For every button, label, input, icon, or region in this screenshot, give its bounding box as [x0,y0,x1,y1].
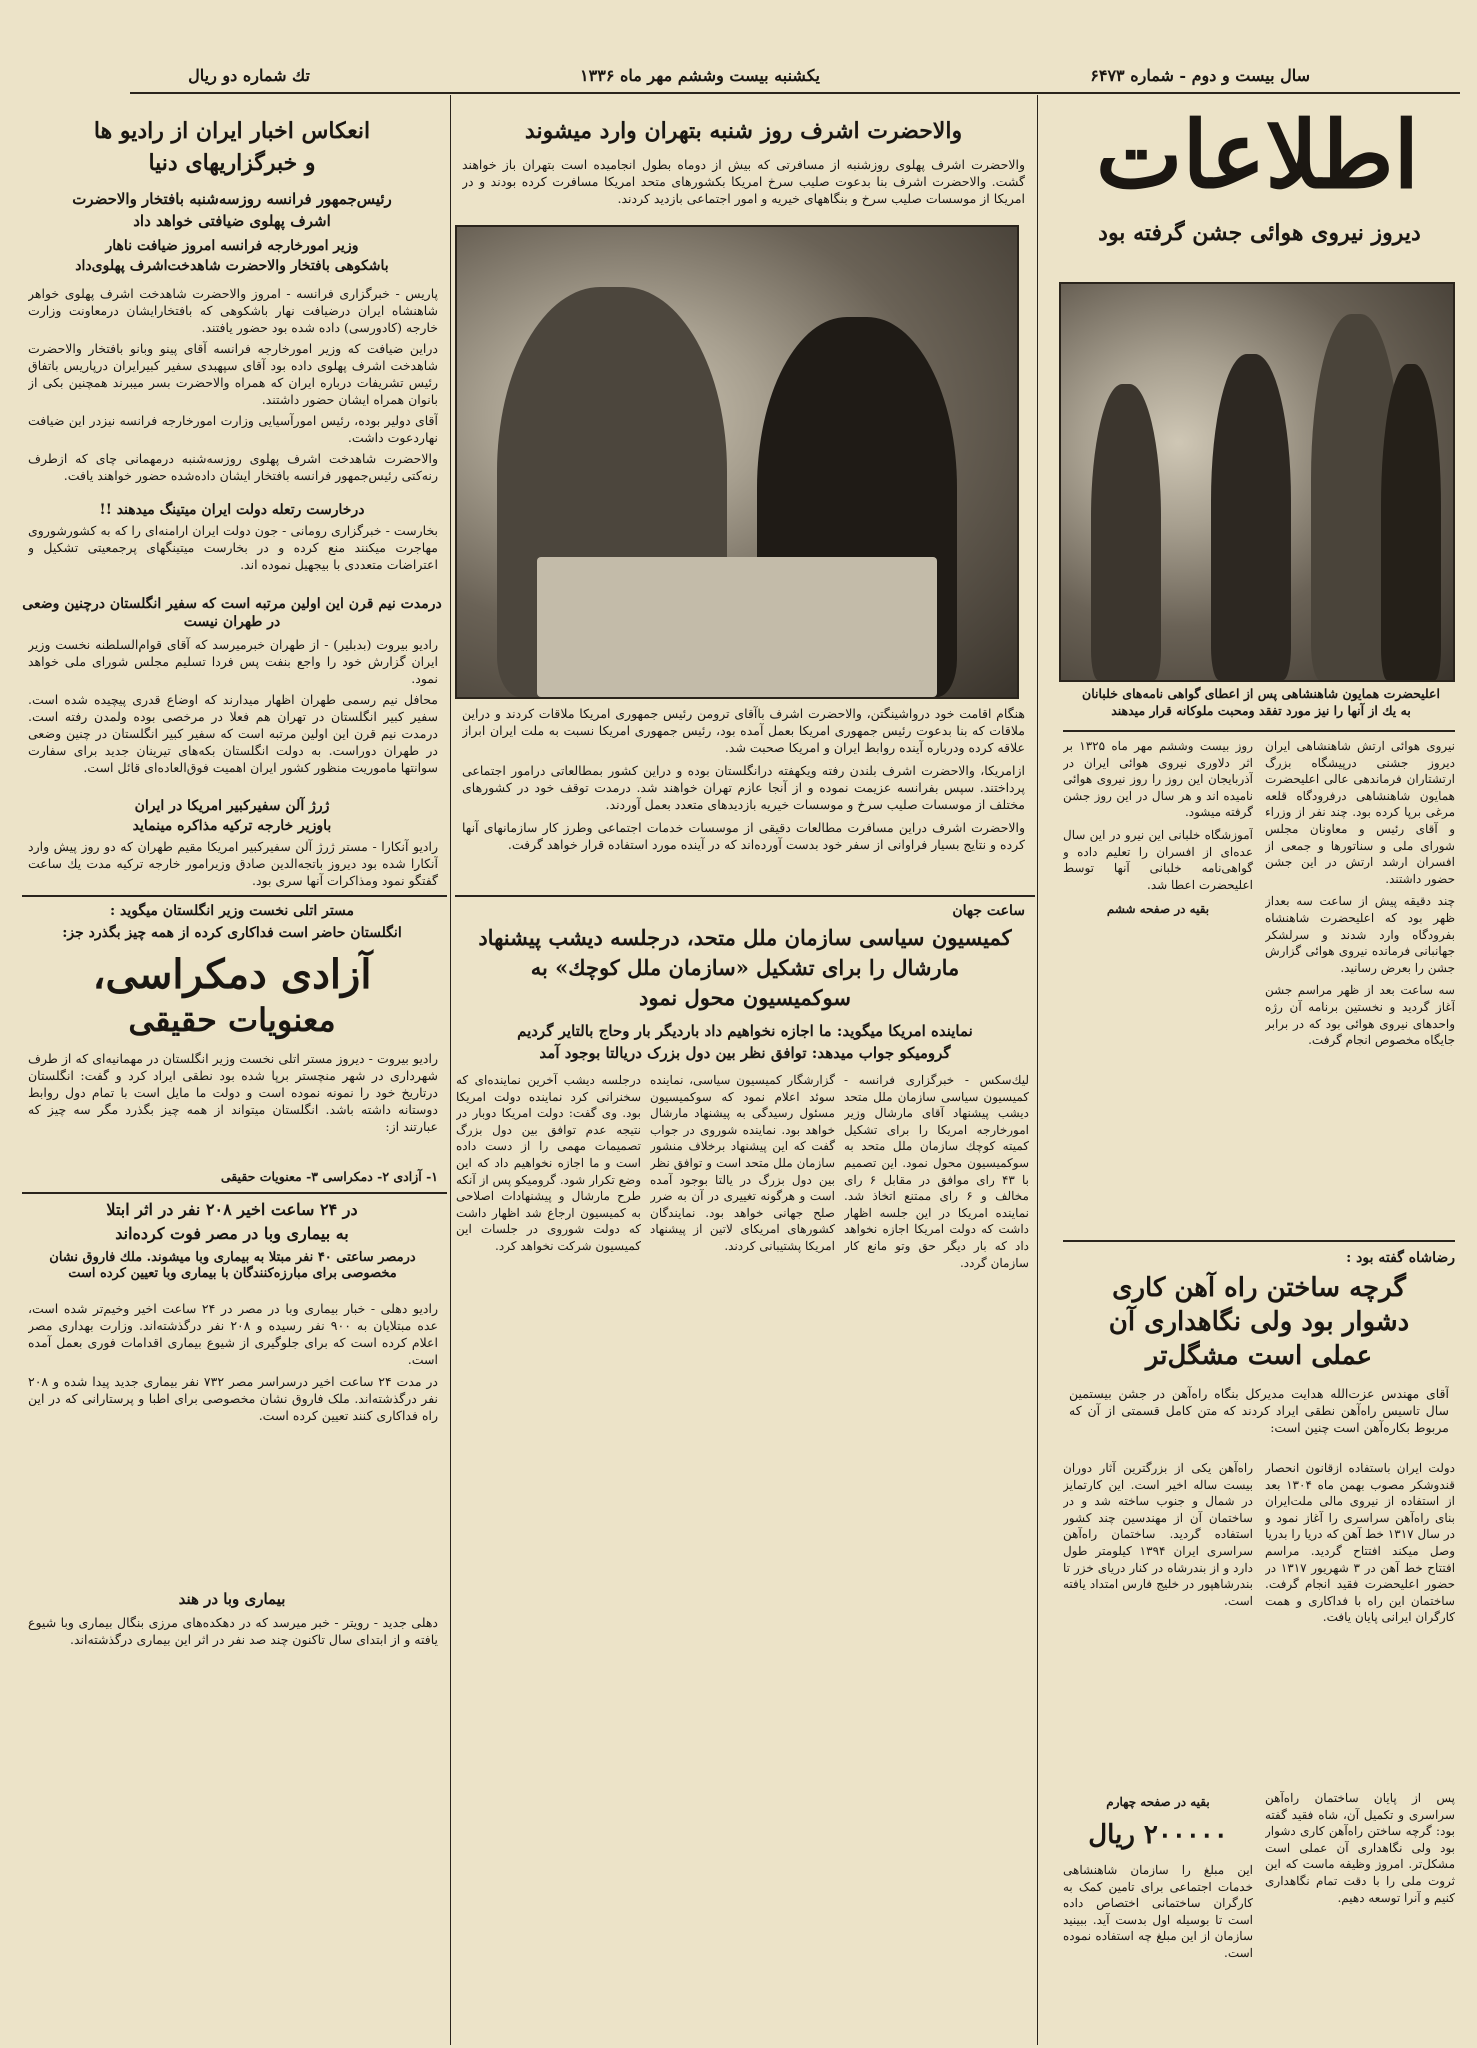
section-rule [455,895,1035,897]
newspaper-logo: اطلاعات [1095,101,1420,209]
issue-price: تك شماره دو ریال [188,66,310,85]
attlee-big-1: آزادی دمکراسی، [92,951,372,998]
masthead-rule [130,92,1460,94]
world-col: گزارشگار کمیسیون سیاسی، نماینده سوئد اعلام نمود که سوکمیسیون مسئول رسیدگی به پیشنهاد مارشال خواهد بود. نماینده شوروی در جواب گفت که این پیشنهاد برخلاف منشور سازمان ملل متحد است و توافق نظر بین دول بزرگ در یالتا بوجود آمده است و هرگونه تغییری در آن به ضرر صلح جهانی خواهد بود. نمایندگان کشورهای امریکای لاتین از پیشنهاد امریکا پشتیبانی کردند. [650,1073,835,1253]
cholera-headline-1: در ۲۴ ساعت اخیر ۲۰۸ نفر در اثر ابتلا [106,1200,358,1219]
cholera-subhead: درمصر ساعتی ۴۰ نفر مبتلا به بیماری وبا میشوند. ملك فاروق نشان مخصوصی برای مبارزه‌کنندگان با بیماری وبا تعیین کرده است [49,1250,416,1282]
donation-text: این مبلغ را سازمان شاهنشاهی خدمات اجتماعی برای تامین کمک به کارگران ساختمانی اختصاص داده است تا بوسیله اول بدست آید. ببینید سازمان از این مبلغ چه استفاده نموده است. [1063,1863,1253,1960]
cholera-body [28,1300,438,1580]
railway-col: دولت ایران باستفاده ازقانون انحصار قندوشکر مصوب بهمن ماه ۱۳۰۴ بعد از استفاده از نیروی مالی ملت‌ایران بنای راه‌آهن سراسری را آغاز نمود و در سال ۱۳۱۷ خط آهن که دریا را بدریا وصل میکند افتتاح گردید. مراسم افتتاح خط آهن در ۳ شهریور ۱۳۱۷ در حضور اعلیحضرت فقید انجام گرفت. ساختمان این راه با فداکاری و همت کارگران ایرانی پایان یافت. [1265,1461,1455,1625]
ashraf-headline: والاحضرت اشرف روز شنبه بتهران وارد میشوند [524,118,963,144]
ashraf-caption: والاحضرت اشرف دراین مسافرت مطالعات دقیقی از موسسات خدمات اجتماعی وطرز کار سازمانهای آنها کرده و نتایج بسیار فراوانی از سفر خود بدست آورده‌اند که در آینده مورد استفاده قرار خواهد گرفت. [462,820,1025,852]
issue-date: یکشنبه بیست وششم مهر ماه ۱۳۳۶ [580,66,820,85]
ashraf-caption: هنگام اقامت خود درواشینگتن، والاحضرت اشرف باآقای ترومن رئیس جمهوری امریکا ملاقات کردند و دراین ملاقات که بنا بدعوت رئیس جمهوری امریکا بعمل آمده بود، رئیس جمهوری امریکا نسبت به ملت ایران ابراز علاقه کرده ودرباره آینده روابط ایران و امریکا صحبت شد. [462,706,1025,755]
section-rule [22,895,447,897]
donation-amount: ۲۰۰۰۰۰ ریال [1088,1820,1228,1850]
radio-para: والاحضرت شاهدخت اشرف پهلوی روزسه‌شنبه درمهمانی چای که ازطرف رنه‌کتی رئیس‌جمهور فرانسه بافتخار ایشان داده‌شده حضور خواهند یافت. [28,451,438,483]
world-headline-3: سوکمیسیون محول نمود [639,985,851,1010]
world-col: درجلسه دیشب آخرین نماینده‌ای که سخنرانی کرد نماینده دولت امریکا بود. وی گفت: دولت امریکا دوبار در نتیجه عدم توافق بین دول بزرگ تصمیمات مهمی را از دست داده است و ما اجازه نخواهیم داد که این وضع تکرار شود. گرومیکو پس از آنکه طرح مارشال و پیشنهادات اصلاحی به کمیسیون ارجاع شد اظهار داشت که دولت شوروی در جلسات این کمیسیون شرکت نخواهد کرد. [456,1073,641,1253]
radio-para: پاریس - خبرگزاری فرانسه - امروز والاحضرت شاهدخت اشرف پهلوی خواهر شاهنشاه ایران درضیافت نهار باشکوهی که بافتخارایشان درمعاونت وزارت خارجه (کادورسی) داده شده بود حضور یافتند. [28,286,438,335]
world-section-label: ساعت جهان [952,903,1025,919]
railway-headline-1: گرچه ساختن راه آهن کاری [1112,1273,1406,1303]
radio-subhead: باشکوهی بافتخار والاحضرت شاهدخت‌اشرف پهلوی‌داد [75,258,389,274]
radio-headline-2: و خبرگزاریهای دنیا [148,150,316,176]
radio-subhead: وزیر امورخارجه فرانسه امروز ضیافت ناهار [105,238,359,254]
allen-headline: باوزیر خارجه ترکیه مذاکره مینماید [132,818,332,834]
railway-intro: آقای مهندس عزت‌الله هدایت مدیرکل بنگاه راه‌آهن در جشن بیستمین سال تاسیس راه‌آهن نطقی ایراد کردند که متن کامل قسمتی از آن که مربوط بکاره‌آهن است چنین است: [1069,1386,1449,1435]
railway-kicker: رضاشاه گفته بود : [1346,1250,1455,1266]
ashraf-photo [455,225,1019,699]
section-rule [1063,730,1455,732]
airforce-para: نیروی هوائی ارتش شاهنشاهی ایران دیروز جشنی درپیشگاه بزرگ ارتشتاران فرماندهی عالی اعلیحضرت همایون شاهنشاهی درفرودگاه قلعه مرغی برپا کرده بود. چند نفر از وزراء و آقای رئیس و معاونان مجلس شورای ملی و سناتورها و جمعی از افسران ارشد ارتش در این جشن حضور داشتند. [1265,739,1455,886]
cholera-headline-2: به بیماری وبا در مصر فوت کرده‌اند [115,1224,349,1243]
attlee-list: ۱- آزادی ۲- دمکراسی ۳- معنویات حقیقی [220,1169,438,1184]
world-col: لیك‌سکس - خبرگزاری فرانسه - کمیسیون سیاسی سازمان ملل متحد دیشب پیشنهاد آقای مارشال وزیر امورخارجه امریکا را برای تشکیل کمیته کوچك سازمان ملل متحد به سوکمیسیون محول نمود. این تصمیم با ۴۳ رای موافق در مقابل ۶ رای مخالف و ۶ رای ممتنع اتخاذ شد. نماینده امریکا در این جلسه اظهار داشت که دولت امریکا اجازه نخواهد داد که بار دیگر حق وتو مانع کار سازمان گردد. [844,1073,1029,1270]
airforce-caption: اعلیحضرت همایون شاهنشاهی پس از اعطای گواهی نامه‌های خلبانان به يك از آنها را نیز مورد تفقد ومحبت ملوكانه قرار میدهند [1082,686,1440,718]
meeting-body: بخارست - خبرگزاری رومانی - جون دولت ایران ارامنه‌ای را که به کشورشوروی مهاجرت میکنند منع کرده و در بخارست میتینگهای پرجمعیتی تشکیل و اعتراضات متعددی با بیجهیل نموده اند. [28,523,438,572]
airforce-photo [1059,282,1455,682]
airforce-para: چند دقیقه پیش از ساعت سه بعداز ظهر بود که اعلیحضرت شاهنشاه بفرودگاه وارد شدند و سرلشکر جهانبانی فرمانده نیروی هوائی گزارش جشن را بعرض رسانید. [1265,894,1455,975]
allen-body: رادیو آنکارا - مستر ژرژ آلن سفیرکبیر امریکا مقیم طهران که دو روز پیش وارد آنکارا شده بود دیروز باتجه‌الدین صادق وزیرامور خارجه ترکیه مدت يك ساعت گفتگو نمود ومذاکرات آنها سری بود. [28,839,438,888]
section-rule [1063,1240,1455,1242]
ashraf-caption: ازامریکا، والاحضرت اشرف بلندن رفته ویکهفته درانگلستان بوده و دراین کشور بمطالعاتی درامور اجتماعی پرداختند. سپس بفرانسه عزیمت نموده و از آنجا عازم تهران خواهند شد. درمدت توقف خود در کشورهای مختلف از موسسات صلیب سرخ و موسسات خیریه بازدیدهای متعدد بعمل آوردند. [462,763,1025,812]
radio-headline-1: انعکاس اخبار ایران از رادیو ها [93,118,371,144]
airforce-para: آموزشگاه خلبانی این نیرو در این سال عده‌ای از افسران را تعلیم داده و گواهی‌نامه خلبانی آنها توسط اعلیحضرت اعطا شد. [1063,827,1253,892]
cholera-india-headline: بیماری وبا در هند [178,1590,286,1608]
airforce-para: سه ساعت بعد از ظهر مراسم جشن آغاز گردید و نخستین برنامه آن رژه واحدهای نیروی هوائی بود که در برابر جایگاه مخصوص انجام گرفت. [1265,983,1455,1048]
column-rule [1037,95,1038,2045]
railway-headline-3: عملی است مشگل‌تر [1145,1341,1373,1371]
meeting-headline: درخارست رتعله دولت ایران میتینگ میدهند !! [99,502,365,518]
radio-para: آقای دولیر بوده، رئیس امورآسیایی وزارت امورخارجه فرانسه نیزدر این ضیافت نهاردعوت داشت. [28,413,438,445]
cholera-para: در مدت ۲۴ ساعت اخیر درسراسر مصر ۷۳۲ نفر بیماری جدید پیدا شده و ۲۰۸ نفر درگذشته‌اند. ملک فاروق نشان مخصوصی برای اطبا و پرستارانی که در این راه فداکاری کنند تعیین کرده است. [28,1374,438,1423]
world-subhead-1: نماینده امریکا میگوید: ما اجازه نخواهیم داد باردیگر بار وحاج بالتایر گردیم [517,1022,973,1040]
attlee-big-2: معنویات حقیقی [128,1001,336,1039]
world-subhead-2: گرومیکو جواب میدهد: توافق نظر بین دول بزرک دریالتا بوجود آمد [539,1044,951,1062]
airforce-para: روز بیست وششم مهر ماه ۱۳۲۵ بر اثر دلاوری نیروی هوائی ایران در آذربایجان این روز را روز نیروی هوائی نامیده اند و هر سال در این روز جشن گرفته میشود. [1063,739,1253,820]
section-rule [22,1192,447,1194]
attlee-subkicker: انگلستان حاضر است فداکاری کرده از همه چیز بگذرد جز: [62,925,402,941]
ambassador-headline: درمدت نیم قرن این اولین مرتبه است که سفیر انگلستان درچنین وضعی در طهران نیست [22,596,442,630]
issue-number: سال بیست و دوم - شماره ۶۴۷۳ [1090,66,1310,85]
railway-continued: بقیه در صفحه چهارم [1106,1795,1210,1809]
radio-body [28,285,438,495]
railway-col: راه‌آهن یکی از بزرگترین آثار دوران بیست ساله اخیر است. این کارتمایز در شمال و جنوب ساخته شد و در ساختمان آن از مهندسین چند کشور استفاده گردید. ساختمان راه‌آهن سراسری ایران ۱۳۹۴ کیلومتر طول دارد و از بندرشاه در کنار دریای خزر تا بندرشاهپور در خلیج فارس امتداد یافته است. [1063,1461,1253,1608]
radio-para: دراین ضیافت که وزیر امورخارجه فرانسه آقای پینو وبانو بافتخار والاحضرت شاهدخت اشرف پهلوی داده بود آقای سپهبدی سفیر کبیرایران درپاریس باتفاق رئیس تشریفات درباره ایران که همراه والاحضرت بسر میبرند همچنین بکی از بانوان همراه ایشان حضور داشتند. [28,341,438,407]
airforce-headline: دیروز نیروی هوائی جشن گرفته بود [1098,220,1421,246]
attlee-body: رادیو بیروت - دیروز مستر اتلی نخست وزیر انگلستان در مهمانیه‌ای که از طرف شهرداری در شهر منچستر برپا شده بود نطقی ایراد کرد و گفت: انگلستان درتاریخ خود را نمونه نموده است و دولت ما مایل است با تمام دول روابط دوستانه داشته باشد. انگلستان میتواند از همه چیز بگذرد مگر سه چیز که عبارتند از: [28,1051,438,1134]
world-headline-1: کمیسیون سیاسی سازمان ملل متحد، درجلسه دیشب پیشنهاد [478,925,1012,950]
column-rule [450,95,451,2045]
cholera-india-body: دهلی جدید - رویتر - خبر میرسد که در دهکده‌های مرزی بنگال بیماری وبا شیوع یافته و از ابتدای سال تاکنون چند صد نفر در اثر این بیماری درگذشته‌اند. [28,1615,438,1647]
railway-headline-2: دشوار بود ولی نگاهداری آن [1108,1307,1410,1337]
continued-note: بقیه در صفحه ششم [1106,902,1210,917]
ambassador-para: رادیو بیروت (بدبلیر) - از طهران خبرمیرسد که آقای قوام‌السلطنه نخست وزیر ایران گزارش خود را واجع بنفت پس فردا تسلیم مجلس شورای ملی خواهد نمود. [28,637,438,686]
radio-subhead: رئیس‌جمهور فرانسه روزسه‌شنبه بافتخار والاحضرت [72,190,392,208]
cholera-para: رادیو دهلی - خبار بیماری وبا در مصر در ۲۴ ساعت اخیر وخیم‌تر شده است، عده مبتلایان به ۹۰۰ نفر رسیده و ۲۰۸ نفر درگذشته‌اند. وزارت بهداری مصر اعلام کرده است که برای جلوگیری از شیوع بیماری اقدامات فوری بعمل آمده است. [28,1301,438,1367]
allen-headline: ژرژ آلن سفیرکبیر امریکا در ایران [134,798,330,814]
airforce-body [1063,738,1455,1228]
railway-col: پس از پایان ساختمان راه‌آهن سراسری و تکمیل آن، شاه فقید گفته بود: گرچه ساختن راه‌آهن کاری دشوار بود ولی نگاهداری آن عملی است مشکل‌تر. امروز وظیفه ماست که این ثروت ملی را با دقت تمام نگاهداری کنیم و آنرا توسعه دهیم. [1265,1791,1455,1905]
attlee-kicker: مستر اتلی نخست وزیر انگلستان میگوید : [109,903,355,919]
world-headline-2: مارشال را برای تشکیل «سازمان ملل کوچك» به [530,955,960,980]
ambassador-body [28,636,438,791]
ambassador-para: محافل نیم رسمی طهران اظهار میدارند که اوضاع قدری پیچیده شده است. سفیر کبیر انگلستان در تهران هم فعلا در مرخصی بوده ولمدن رفته است. درمدت نیم قرن این اولین مرتبه است که سفیر کبیر انگلستان در چنین وضعی در طهران دوراست. به دولت انگلستان بکه‌های تیرینان جدید برای سفارت سوانتها ماموریت منظور کشور ایران اهمیت فوق‌العاده‌ای قائل است. [28,692,438,775]
ashraf-intro: والاحضرت اشرف پهلوی روزشنبه از مسافرتی که بیش از دوماه بطول انجامیده است بتهران باز خواهند گشت. والاحضرت اشرف بنا بدعوت صلیب سرخ امریکا بکشورهای متحد امریکا مسافرت کرده بودند و در امریکا از موسسات صلیب سرخ و بنگاههای خیریه و امور اجتماعی بازدید کردند. [462,157,1025,206]
radio-subhead: اشرف پهلوی ضیافتی خواهد داد [133,212,331,230]
